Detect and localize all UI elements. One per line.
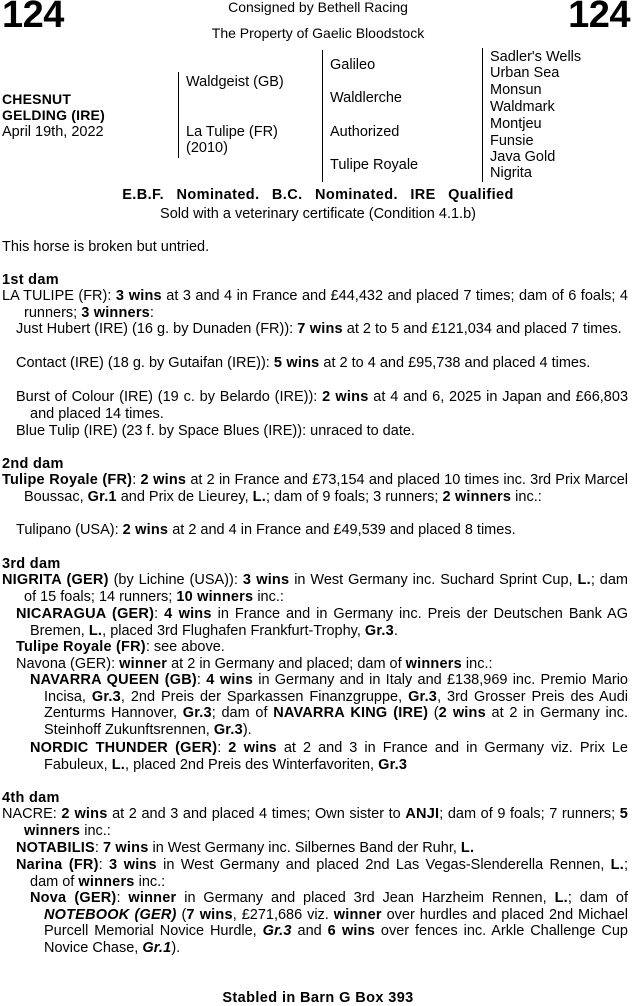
pedigree-g3-5: Montjeu bbox=[490, 116, 542, 132]
pedigree-g3-7: Java Gold bbox=[490, 149, 556, 165]
pedigree-divider-3 bbox=[482, 48, 483, 182]
dam-nigrita: NIGRITA (GER) (by Lichine (USA)): 3 wins in West Germany inc. Suchard Sprint Cup, L.; dam of 15 foals; 14 runners; 10 winners inc.: bbox=[2, 572, 629, 605]
pedigree-g3-4: Waldmark bbox=[490, 99, 555, 115]
produce-nicaragua: NICARAGUA (GER): 4 wins in France and in Germany inc. Preis der Deutschen Bank AG Bremen, L., placed 3rd Flughafen Frankfurt-Trophy, Gr.3. bbox=[16, 606, 629, 639]
pedigree-divider-1 bbox=[178, 72, 179, 158]
produce-contact: Contact (IRE) (18 g. by Gutaifan (IRE)): 5 wins at 2 to 4 and £95,738 and placed 4 times. bbox=[16, 355, 591, 371]
pedigree-g3-3: Monsun bbox=[490, 82, 542, 98]
pedigree-dam-year: (2010) bbox=[186, 140, 228, 156]
pedigree-dam: La Tulipe (FR) bbox=[186, 124, 278, 140]
produce-notabilis: NOTABILIS: 7 wins in West Germany inc. Silbernes Band der Ruhr, L. bbox=[16, 840, 475, 856]
dam-nacre: NACRE: 2 wins at 2 and 3 and placed 4 times; Own sister to ANJI; dam of 9 foals; 7 runners; 5 winners inc.: bbox=[2, 806, 628, 839]
lot-number-left: 124 bbox=[2, 0, 64, 36]
produce-narina: Narina (FR): 3 wins in West Germany and placed 2nd Las Vegas-Slenderella Rennen, L.; dam of winners inc.: bbox=[16, 857, 628, 890]
horse-name-line2: GELDING (IRE) bbox=[2, 107, 105, 123]
section-3rd-dam: 3rd dam bbox=[2, 556, 61, 572]
pedigree-sire-sire: Galileo bbox=[330, 57, 376, 73]
produce-nova: Nova (GER): winner in Germany and placed 3rd Jean Harzheim Rennen, L.; dam of NOTEBOOK (GER) (7 wins, £271,686 viz. winner over hurdles and placed 2nd Michael Purcell Memorial Novice Hurdle, Gr.3 and 6 wins over fences inc. Arkle Challenge Cup Novice Chase, Gr.1). bbox=[30, 890, 629, 956]
vet-certificate-note: Sold with a veterinary certificate (Condition 4.1.b) bbox=[160, 206, 476, 222]
status-note: This horse is broken but untried. bbox=[2, 239, 210, 255]
pedigree-g3-8: Nigrita bbox=[490, 165, 532, 181]
property-of: The Property of Gaelic Bloodstock bbox=[211, 25, 425, 41]
produce-tulipano: Tulipano (USA): 2 wins at 2 and 4 in France and £49,539 and placed 8 times. bbox=[16, 522, 516, 538]
pedigree-divider-2 bbox=[322, 50, 323, 182]
pedigree-g3-2: Urban Sea bbox=[490, 65, 560, 81]
foaling-date: April 19th, 2022 bbox=[2, 124, 104, 140]
produce-nordic-thunder: NORDIC THUNDER (GER): 2 wins at 2 and 3 in France and in Germany viz. Prix Le Fabuleux, L., placed 2nd Preis des Winterfavoriten, Gr.3 bbox=[30, 740, 628, 773]
stabling-info: Stabled in Barn G Box 393 bbox=[222, 990, 414, 1006]
dam-la-tulipe: LA TULIPE (FR): 3 wins at 3 and 4 in France and £44,432 and placed 7 times; dam of 6 foals; 4 runners; 3 winners: bbox=[2, 288, 628, 321]
produce-navona: Navona (GER): winner at 2 in Germany and placed; dam of winners inc.: bbox=[16, 656, 493, 672]
produce-burst-of-colour: Burst of Colour (IRE) (19 c. by Belardo (IRE)): 2 wins at 4 and 6, 2025 in Japan and £66,803 and placed 14 times. bbox=[16, 389, 629, 422]
produce-tulipe-royale: Tulipe Royale (FR): see above. bbox=[16, 639, 225, 655]
pedigree-sire: Waldgeist (GB) bbox=[186, 74, 284, 90]
produce-just-hubert: Just Hubert (IRE) (16 g. by Dunaden (FR)): 7 wins at 2 to 5 and £121,034 and placed 7 times. bbox=[16, 321, 622, 337]
section-2nd-dam: 2nd dam bbox=[2, 456, 64, 472]
produce-navarra-queen: NAVARRA QUEEN (GB): 4 wins in Germany and in Italy and £138,969 inc. Premio Mario Incisa, Gr.3, 2nd Preis der Sparkassen Finanzgruppe, Gr.3, 3rd Grosser Preis des Audi Zenturms Hannover, Gr.3; dam of NAVARRA KING (IRE) (2 wins at 2 in Germany inc. Steinhoff Zukunftsrennen, Gr.3). bbox=[30, 672, 629, 738]
consignor: Consigned by Bethell Racing bbox=[228, 0, 408, 15]
pedigree-sire-dam: Waldlerche bbox=[330, 90, 402, 106]
pedigree-g3-6: Funsie bbox=[490, 133, 534, 149]
section-4th-dam: 4th dam bbox=[2, 790, 60, 806]
section-1st-dam: 1st dam bbox=[2, 272, 59, 288]
pedigree-dam-sire: Authorized bbox=[330, 124, 400, 140]
nominations: E.B.F. Nominated. B.C. Nominated. IRE Qualified bbox=[122, 187, 514, 203]
lot-number-right: 124 bbox=[568, 0, 630, 36]
pedigree-dam-dam: Tulipe Royale bbox=[330, 157, 419, 173]
dam-tulipe-royale: Tulipe Royale (FR): 2 wins at 2 in France and £73,154 and placed 10 times inc. 3rd Prix Marcel Boussac, Gr.1 and Prix de Lieurey, L.; dam of 9 foals; 3 runners; 2 winners inc.: bbox=[2, 472, 629, 505]
horse-name-line1: CHESNUT bbox=[2, 91, 72, 107]
pedigree-g3-1: Sadler's Wells bbox=[490, 49, 582, 65]
produce-blue-tulip: Blue Tulip (IRE) (23 f. by Space Blues (IRE)): unraced to date. bbox=[16, 423, 415, 439]
